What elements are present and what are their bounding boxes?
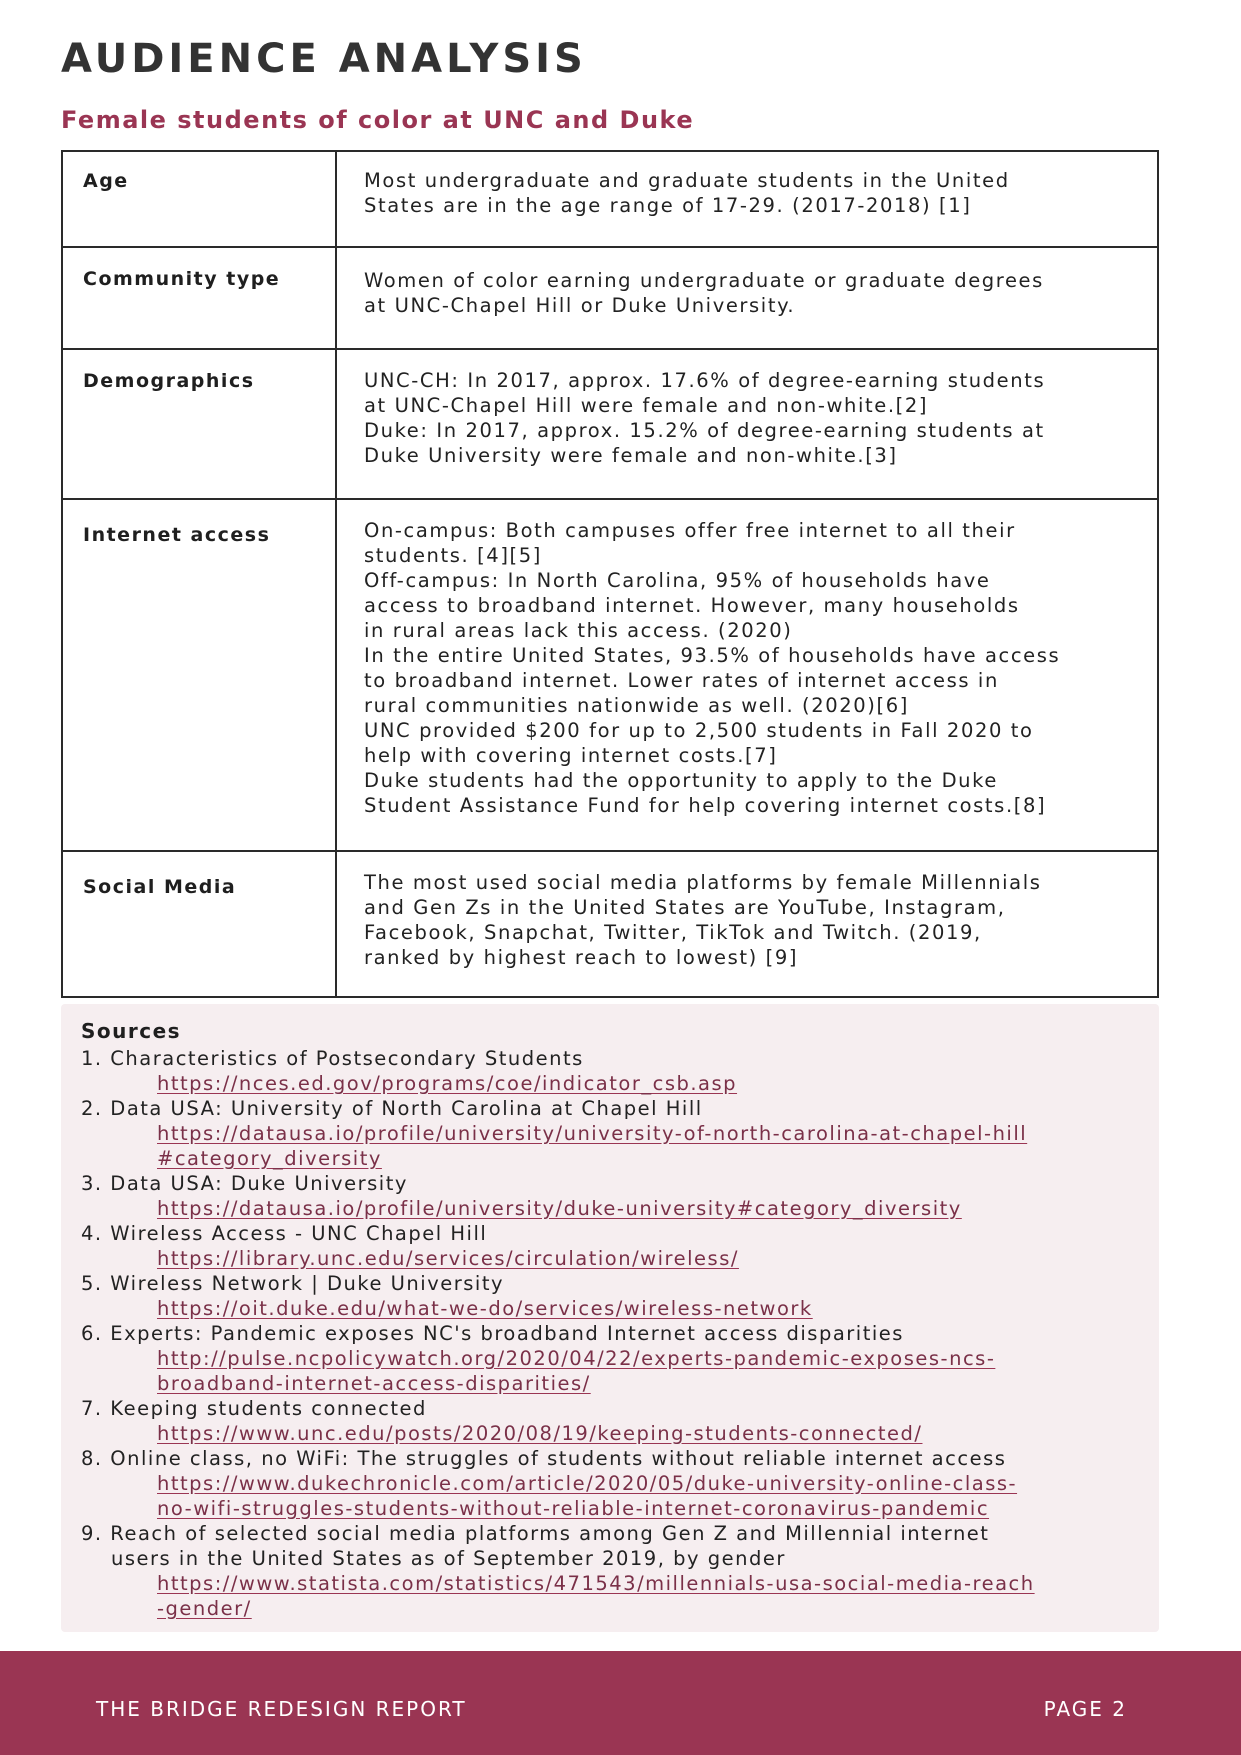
content-line: and Gen Zs in the United States are YouTube, Instagram, <box>364 896 1006 919</box>
source-link[interactable]: https://www.unc.edu/posts/2020/08/19/keeping-students-connected/ <box>157 1422 923 1445</box>
source-title: users in the United States as of September 2019, by gender <box>111 1547 786 1570</box>
table-row-age <box>63 152 1157 246</box>
source-link[interactable]: https://oit.duke.edu/what-we-do/services/wireless-network <box>157 1297 813 1320</box>
content-line: The most used social media platforms by female Millennials <box>364 871 1042 894</box>
row-label: Social Media <box>63 852 337 996</box>
content-line: access to broadband internet. However, many households <box>364 594 1020 617</box>
audience-table <box>61 150 1159 998</box>
content-line: ranked by highest reach to lowest) [9] <box>364 946 799 969</box>
page-subtitle: Female students of color at UNC and Duke <box>61 106 695 134</box>
table-row-social-media <box>63 850 1157 996</box>
source-link[interactable]: broadband-internet-access-disparities/ <box>157 1372 591 1395</box>
content-line: Duke students had the opportunity to apply to the Duke <box>364 769 998 792</box>
source-title: 6. Experts: Pandemic exposes NC's broadband Internet access disparities <box>81 1322 904 1345</box>
row-content <box>337 350 1157 498</box>
content-line: Duke: In 2017, approx. 15.2% of degree-earning students at <box>364 419 1045 442</box>
content-line: at UNC-Chapel Hill or Duke University. <box>364 294 796 317</box>
source-link[interactable]: https://nces.ed.gov/programs/coe/indicator_csb.asp <box>157 1072 738 1095</box>
row-label: Community type <box>63 248 337 348</box>
row-label: Internet access <box>63 500 337 850</box>
content-line: On-campus: Both campuses offer free internet to all their <box>364 519 1016 542</box>
row-content <box>337 852 1157 996</box>
page-number: PAGE 2 <box>1043 1697 1127 1721</box>
source-item <box>81 1321 1139 1396</box>
content-line: help with covering internet costs.[7] <box>364 744 778 767</box>
sources-panel <box>61 1004 1159 1632</box>
source-title: 7. Keeping students connected <box>81 1397 427 1420</box>
source-item <box>81 1446 1139 1521</box>
source-link[interactable]: https://datausa.io/profile/university/university-of-north-carolina-at-chapel-hill <box>157 1122 1028 1145</box>
content-line: students. [4][5] <box>364 544 542 567</box>
content-line: at UNC-Chapel Hill were female and non-white.[2] <box>364 394 929 417</box>
source-title: 5. Wireless Network | Duke University <box>81 1272 505 1295</box>
source-link[interactable]: no-wifi-struggles-students-without-reliable-internet-coronavirus-pandemic <box>157 1497 990 1520</box>
row-label: Demographics <box>63 350 337 498</box>
page-title: AUDIENCE ANALYSIS <box>61 36 587 82</box>
table-row-internet-access <box>63 498 1157 850</box>
sources-list <box>81 1046 1139 1621</box>
source-title: 3. Data USA: Duke University <box>81 1172 408 1195</box>
source-title: 1. Characteristics of Postsecondary Students <box>81 1047 584 1070</box>
source-title: 8. Online class, no WiFi: The struggles of students without reliable internet access <box>81 1447 1007 1470</box>
source-link[interactable]: http://pulse.ncpolicywatch.org/2020/04/22/experts-pandemic-exposes-ncs- <box>157 1347 996 1370</box>
table-row-demographics <box>63 348 1157 498</box>
content-line: UNC provided $200 for up to 2,500 students in Fall 2020 to <box>364 719 1034 742</box>
source-title: 9. Reach of selected social media platforms among Gen Z and Millennial internet <box>81 1522 990 1545</box>
content-line: UNC-CH: In 2017, approx. 17.6% of degree-earning students <box>364 369 1046 392</box>
sources-heading: Sources <box>81 1019 182 1043</box>
content-line: Duke University were female and non-white.[3] <box>364 444 898 467</box>
content-line: to broadband internet. Lower rates of internet access in <box>364 669 999 692</box>
source-link[interactable]: https://datausa.io/profile/university/duke-university#category_diversity <box>157 1197 962 1220</box>
content-line: Most undergraduate and graduate students in the United <box>364 169 1010 192</box>
row-content <box>337 248 1157 348</box>
source-title: 2. Data USA: University of North Carolina at Chapel Hill <box>81 1097 703 1120</box>
source-item <box>81 1046 1139 1096</box>
source-link[interactable]: https://www.statista.com/statistics/471543/millennials-usa-social-media-reach <box>157 1572 1035 1595</box>
table-row-community-type <box>63 246 1157 348</box>
source-item <box>81 1396 1139 1446</box>
source-title: 4. Wireless Access - UNC Chapel Hill <box>81 1222 488 1245</box>
content-line: Student Assistance Fund for help covering internet costs.[8] <box>364 794 1047 817</box>
content-line: States are in the age range of 17-29. (2017-2018) [1] <box>364 194 972 217</box>
content-line: In the entire United States, 93.5% of households have access <box>364 644 1061 667</box>
source-item <box>81 1521 1139 1621</box>
source-link[interactable]: #category_diversity <box>157 1147 382 1170</box>
source-item <box>81 1096 1139 1171</box>
content-line: rural communities nationwide as well. (2020)[6] <box>364 694 909 717</box>
source-link[interactable]: https://www.dukechronicle.com/article/2020/05/duke-university-online-class- <box>157 1472 1018 1495</box>
row-content <box>337 500 1157 850</box>
row-label: Age <box>63 152 337 246</box>
source-link[interactable]: https://library.unc.edu/services/circulation/wireless/ <box>157 1247 739 1270</box>
source-item <box>81 1221 1139 1271</box>
content-line: in rural areas lack this access. (2020) <box>364 619 793 642</box>
source-item <box>81 1171 1139 1221</box>
page-footer <box>0 1651 1241 1755</box>
content-line: Women of color earning undergraduate or graduate degrees <box>364 269 1044 292</box>
content-line: Facebook, Snapchat, Twitter, TikTok and Twitch. (2019, <box>364 921 982 944</box>
source-item <box>81 1271 1139 1321</box>
content-line: Off-campus: In North Carolina, 95% of households have <box>364 569 991 592</box>
source-link[interactable]: -gender/ <box>157 1597 252 1620</box>
report-name: THE BRIDGE REDESIGN REPORT <box>96 1697 467 1721</box>
row-content <box>337 152 1157 246</box>
